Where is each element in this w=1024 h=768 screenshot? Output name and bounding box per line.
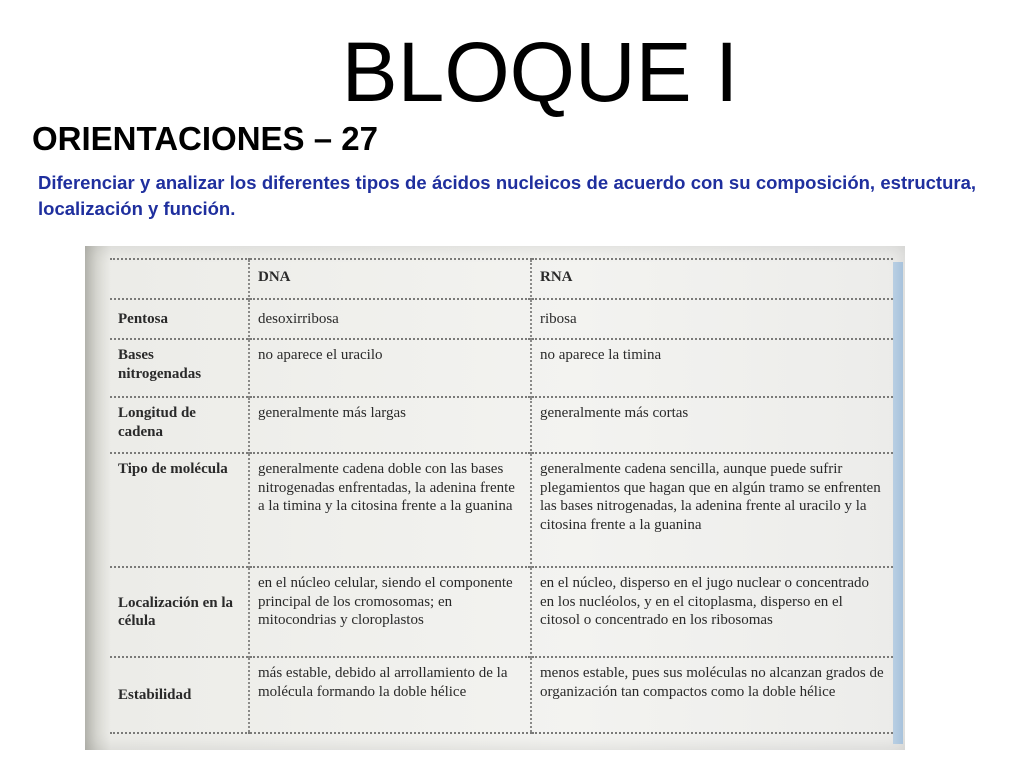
table-header-row xyxy=(110,259,893,299)
table-row xyxy=(110,397,893,453)
table-row xyxy=(110,567,893,657)
dna-cell: generalmente más largas xyxy=(249,397,531,453)
rna-cell: en el núcleo, disperso en el jugo nuclear o concentrado en los nucléolos, y en el citoplasma, disperso en el citosol o concentrado en los ribosomas xyxy=(531,567,893,657)
row-label: Pentosa xyxy=(110,299,249,339)
dna-cell: generalmente cadena doble con las bases nitrogenadas enfrentadas, la adenina frente a la timina y la citosina frente a la guanina xyxy=(249,453,531,567)
slide-description: Diferenciar y analizar los diferentes tipos de ácidos nucleicos de acuerdo con su composición, estructura, localización y función. xyxy=(38,172,976,219)
rna-cell: no aparece la timina xyxy=(531,339,893,397)
row-label: Longitud de cadena xyxy=(110,397,249,453)
table-row xyxy=(110,453,893,567)
dna-cell: desoxirribosa xyxy=(249,299,531,339)
slide-title: BLOQUE I xyxy=(341,25,739,119)
dna-cell: más estable, debido al arrollamiento de la molécula formando la doble hélice xyxy=(249,657,531,733)
header-corner xyxy=(110,259,249,299)
rna-cell: generalmente cadena sencilla, aunque puede sufrir plegamientos que hagan que en algún tramo se enfrenten las bases nitrogenadas, la adenina frente al uracilo y la citosina frente a la guanina xyxy=(531,453,893,567)
photo-edge xyxy=(893,262,903,744)
table-row xyxy=(110,339,893,397)
row-label: Bases nitrogenadas xyxy=(110,339,249,397)
rna-cell: menos estable, pues sus moléculas no alcanzan grados de organización tan compactos como la doble hélice xyxy=(531,657,893,733)
header-rna: RNA xyxy=(531,259,893,299)
dna-cell: en el núcleo celular, siendo el componente principal de los cromosomas; en mitocondrias y cloroplastos xyxy=(249,567,531,657)
table-row xyxy=(110,299,893,339)
table-row xyxy=(110,657,893,733)
row-label: Estabilidad xyxy=(110,657,249,733)
row-label: Localización en la célula xyxy=(110,567,249,657)
slide-subtitle: ORIENTACIONES – 27 xyxy=(32,120,378,157)
dna-cell: no aparece el uracilo xyxy=(249,339,531,397)
header-dna: DNA xyxy=(249,259,531,299)
rna-cell: ribosa xyxy=(531,299,893,339)
row-label: Tipo de molécula xyxy=(110,453,249,567)
comparison-table xyxy=(110,258,893,734)
rna-cell: generalmente más cortas xyxy=(531,397,893,453)
